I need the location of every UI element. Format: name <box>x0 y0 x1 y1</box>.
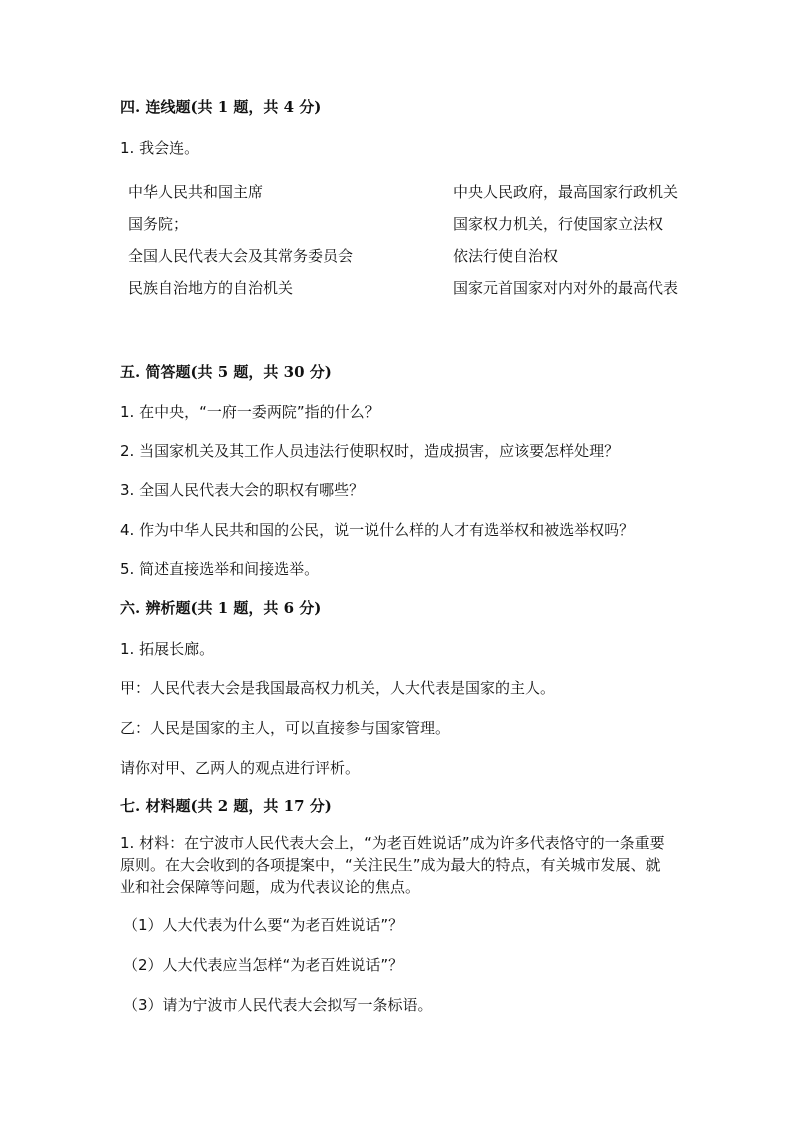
material-sub-question: （1）人大代表为什么要“为老百姓说话”？ <box>123 916 404 934</box>
analysis-line: 乙：人民是国家的主人，可以直接参与国家管理。 <box>120 719 451 737</box>
analysis-line: 1. 拓展长廊。 <box>120 640 215 658</box>
section-7-heading: 七. 材料题(共 2 题，共 17 分) <box>120 797 332 815</box>
match-left-item: 民族自治地方的自治机关 <box>128 279 294 297</box>
section-4-question-1: 1. 我会连。 <box>120 139 200 157</box>
short-answer-question: 3. 全国人民代表大会的职权有哪些？ <box>120 481 365 499</box>
section-5-heading: 五. 简答题(共 5 题，共 30 分) <box>120 363 332 381</box>
analysis-line: 甲：人民代表大会是我国最高权力机关，人大代表是国家的主人。 <box>120 679 556 697</box>
short-answer-question: 4. 作为中华人民共和国的公民，说一说什么样的人才有选举权和被选举权吗？ <box>120 521 635 539</box>
material-sub-question: （2）人大代表应当怎样“为老百姓说话”？ <box>123 956 404 974</box>
material-sub-question: （3）请为宁波市人民代表大会拟写一条标语。 <box>123 996 433 1014</box>
analysis-line: 请你对甲、乙两人的观点进行评析。 <box>120 759 361 777</box>
material-paragraph: 1. 材料：在宁波市人民代表大会上，“为老百姓说话”成为许多代表恪守的一条重要原则。在大会收到的各项提案中，“关注民生”成为最大的特点，有关城市发展、就业和社会保障等问题，成为代表议论的焦点。 <box>120 834 665 896</box>
match-left-item: 国务院； <box>128 215 189 233</box>
match-right-item: 依法行使自治权 <box>453 247 559 265</box>
match-right-item: 国家权力机关，行使国家立法权 <box>453 215 664 233</box>
section-6-heading: 六. 辨析题(共 1 题，共 6 分) <box>120 599 322 617</box>
match-right-item: 国家元首国家对内对外的最高代表 <box>453 279 679 297</box>
match-right-item: 中央人民政府，最高国家行政机关 <box>453 183 679 201</box>
short-answer-question: 2. 当国家机关及其工作人员违法行使职权时，造成损害，应该要怎样处理？ <box>120 442 620 460</box>
match-left-item: 中华人民共和国主席 <box>128 183 264 201</box>
section-4-heading: 四. 连线题(共 1 题，共 4 分) <box>120 98 322 116</box>
match-left-item: 全国人民代表大会及其常务委员会 <box>128 247 354 265</box>
short-answer-question: 5. 简述直接选举和间接选举。 <box>120 560 320 578</box>
short-answer-question: 1. 在中央，“一府一委两院”指的什么？ <box>120 403 380 421</box>
